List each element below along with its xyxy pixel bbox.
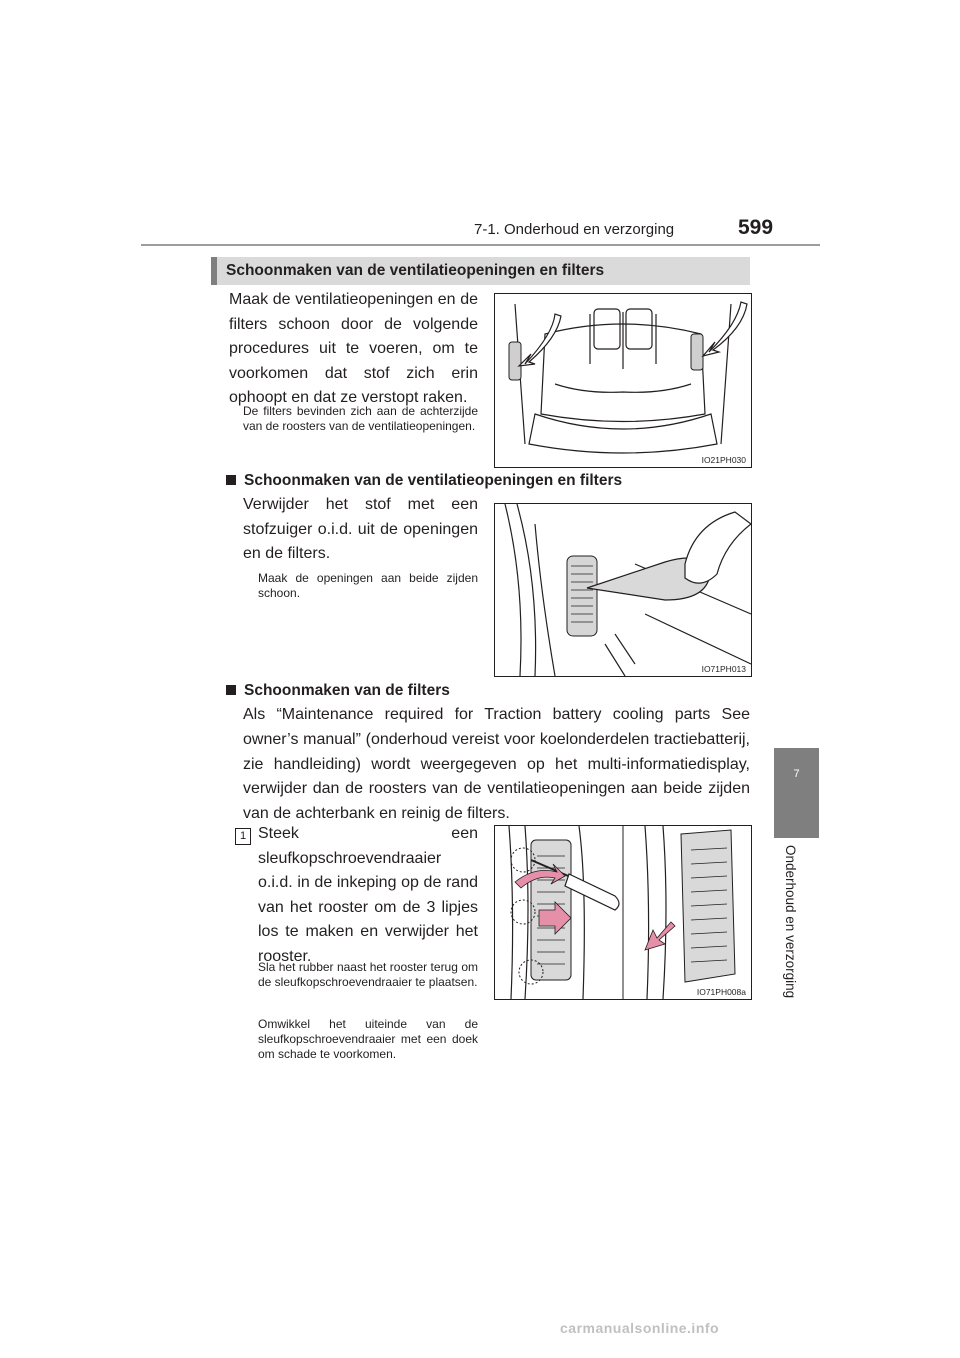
section1-note: Maak de openingen aan beide zijden schoon. [258,571,478,600]
screwdriver-handle-icon [565,874,619,910]
arrow-right-icon [703,302,747,356]
section-title: Schoonmaken van de ventilatieopeningen en filters [226,262,605,279]
figure-vacuum [494,503,752,677]
bullet-square-icon [226,475,236,485]
step1-paragraph: Steek een sleufkopschroevendraaier o.i.d. in de inkeping op de rand van het rooster om de 3 lipjes los te maken en verwijder het rooster. [258,825,478,965]
figure-code: IO71PH013 [701,664,746,674]
watermark-text: carmanualsonline.info [560,1320,720,1336]
chapter-side-label: Onderhoud en verzorging [783,845,798,999]
figure-code: IO71PH008a [696,987,746,997]
running-header-section: 7-1. Onderhoud en verzorging [474,221,675,238]
grille-removal-illustration [495,826,751,999]
subsection-heading-2: Schoonmaken van de filters [226,682,450,700]
step1-note-1: Sla het rubber naast het rooster terug om de sleufkopschroevendraaier te plaatsen. [258,960,478,989]
step-number: 1 [235,828,251,845]
figure-grille-removal [494,825,752,1000]
intro-paragraph: Maak de ventilatieopeningen en de filters schoon door de volgende procedures uit te voeren, om te voorkomen dat stof zich erin ophoopt en dat ze verstopt raken. [229,291,478,406]
section2-paragraph: Als “Maintenance required for Traction battery cooling parts See owner’s manual” (onderhoud vereist voor koelonderdelen tractiebatterij, zie handleiding) wordt weergegeven op het multi-informatiedisplay, verwijder dan de roosters van de ventilatieopeningen aan beide zijden van de achterbank en reinig de filters. [243,706,750,823]
section1-paragraph: Verwijder het stof met een stofzuiger o.i.d. uit de openingen en de filters. [243,496,478,562]
hand-icon [685,512,751,583]
step1-note-2: Omwikkel het uiteinde van de sleufkopschroevendraaier met een doek om schade te voorkomen. [258,1017,478,1061]
bullet-square-icon [226,685,236,695]
figure-code: IO21PH030 [701,455,746,465]
left-vent-icon [509,342,521,380]
figure-rear-seat [494,293,752,468]
intro-note: De filters bevinden zich aan de achterzijde van de roosters van de ventilatieopeningen. [243,404,478,433]
rear-seat-illustration [495,294,751,467]
section-title-accent [211,257,217,285]
arrow-left-icon [519,314,561,366]
chapter-tab [774,748,819,838]
subsection-heading-1: Schoonmaken van de ventilatieopeningen en filters [226,472,622,490]
remove-arrow-icon [645,922,675,950]
header-divider [141,244,820,246]
page-number: 599 [738,216,774,239]
grille-right-icon [681,830,735,982]
vent-grille-icon [567,556,597,636]
right-vent-icon [691,334,703,370]
vacuum-illustration [495,504,751,676]
chapter-tab-number: 7 [793,768,800,780]
